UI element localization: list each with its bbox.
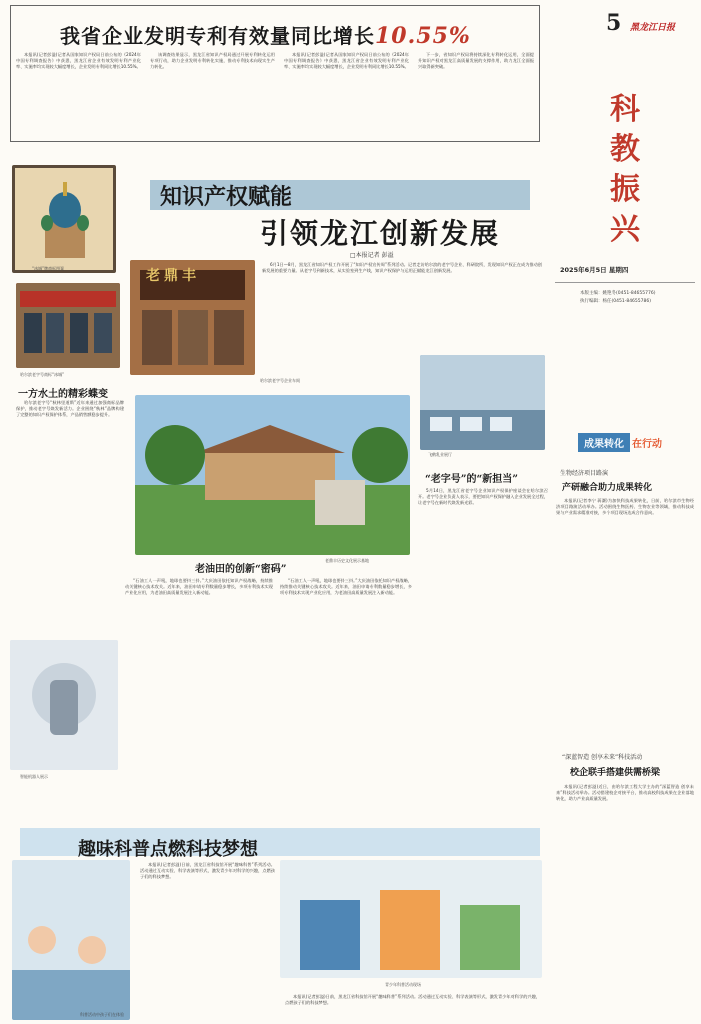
story-title: “老字号”的“新担当” [425, 474, 519, 485]
story-text: 本报讯(记者彭溢)日前，黑龙江省科技馆开展“趣味科普”系列活动。活动通过互动实验、科学表演等形式，激发青少年对科学的兴趣，点燃孩子们的科技梦想。 [285, 994, 540, 1006]
storefront-photo [16, 283, 120, 368]
main-title-line-1: 知识产权赋能 [160, 184, 293, 210]
issue-date: 2025年6月5日 星期四 [560, 266, 629, 274]
photo-caption: 哈尔滨老字号商标“冰城” [20, 372, 65, 377]
photo-caption: 智能机器人展示 [20, 774, 48, 779]
robot-photo [10, 640, 118, 770]
shop-sign-text: 老鼎丰 [146, 268, 200, 284]
science-fair-photo [280, 860, 542, 978]
photo-caption: “冰城”牌商标图案 [32, 266, 65, 271]
photo-caption: 科普活动中孩子们在体验 [80, 1012, 124, 1017]
editor-line: 执行编辑：杨任(0451-84655786) [580, 299, 651, 304]
story-text: “石油工人一声吼，地球也要抖三抖。”大庆油田依托知识产权战略，持续推动关键核心技术攻关。近年来，油田申请专利数量稳步增长，多项专利技术实现产业化应用，为老油田高质量发展注入新动能。 [125, 578, 273, 596]
story-body [556, 784, 694, 1020]
section-title: 科教振兴 [610, 92, 640, 247]
story-body [280, 578, 412, 788]
science-fair-illustration [280, 860, 542, 978]
main-title-line-2: 引领龙江创新发展 [260, 217, 501, 250]
page-number: 5 [606, 10, 622, 36]
top-story-paragraph: 本报讯(记者彭溢)记者从国家知识产权局日前公布的《2024年中国专利调查报告》中获悉，黑龙江省企业有效发明专利产业化率、实施率均实现较大幅度增长，企业发明专利同比增长10.55%。 [16, 52, 141, 70]
top-story-headline-text: 我省企业发明专利有效量同比增长 [60, 24, 375, 48]
badge-label: 成果转化 [578, 433, 630, 452]
bottom-title: 趣味科普点燃科技梦想 [78, 839, 258, 860]
top-story-paragraph: 本报讯(记者彭溢)记者从国家知识产权局日前公布的《2024年中国专利调查报告》中获悉，黑龙江省企业有效发明专利产业化率、实施率均实现较大幅度增长，企业发明专利同比增长10.55%。 [284, 52, 409, 70]
museum-photo [135, 395, 410, 555]
kids-illustration [12, 860, 130, 1020]
badge-accent: 在行动 [632, 439, 662, 450]
onion-dome-icon [15, 168, 113, 270]
storefront-illustration [16, 283, 120, 368]
top-story-column-3 [284, 52, 409, 138]
editor-line: 本版主编：姚艳冬(0451-84655776) [580, 291, 656, 296]
trademark-photo [12, 165, 116, 273]
story-text: 哈尔滨老字号“秋林里道斯”近年来通过加强商标品牌保护，推动老字号焕发新活力。企业围绕“秋林”品牌构建了完整的知识产权保护体系，产品销售额稳步提升。 [16, 400, 124, 418]
story-title: 老油田的创新“密码” [195, 564, 287, 575]
lead-paragraph [262, 262, 542, 362]
story-body [285, 994, 540, 1020]
story-body [140, 862, 275, 1020]
factory-photo [420, 355, 545, 450]
byline: □本报记者 彭溢 [350, 252, 394, 259]
story-body [16, 400, 124, 630]
story-text: 5月14日，黑龙江省老字号企业知识产权保护座谈会在哈尔滨召开。老字号企业负责人表示，要把知识产权保护融入企业发展全过程，让老字号在新时代焕发新光彩。 [418, 488, 548, 506]
photo-caption: 老鼎丰历史文化展示基地 [325, 558, 369, 563]
feature-badge [578, 432, 698, 450]
story-text: 本报讯(记者李宁 蒋灏)为加快科技成果转化，日前，哈尔滨市生物经济项目路演活动举办。活动围绕生物医药、生物农业等领域，推动科技成果与产业需求精准对接，多个项目现场达成合作意向。 [556, 498, 694, 516]
story-text: “石油工人一声吼，地球也要抖三抖。”大庆油田依托知识产权战略，持续推动关键核心技术攻关。近年来，油田申请专利数量稳步增长，多项专利技术实现产业化应用，为老油田高质量发展注入新动能。 [280, 578, 412, 596]
story-kicker: 生物经济项目路演 [560, 470, 609, 477]
editor-credits [580, 290, 656, 306]
top-story-column-1 [16, 52, 141, 138]
lead-text: 6月1日—8月，黑龙江省知识产权工作开展了“知识产权宣传周”系列活动。记者走访哈尔滨的老字号企业、科研院所，发现知识产权正在成为推动创新发展的重要力量。从老字号到新技术，从实验室到生产线，知识产权保护与运用正赋能龙江创新发展。 [262, 262, 542, 274]
top-story-column-2 [150, 52, 275, 138]
top-story-paragraph: 下一步，省知识产权局将持续深化专利转化运用，全面提升知识产权对黑龙江高质量发展的支撑作用，助力龙江全面振兴取得新突破。 [418, 52, 534, 70]
top-story-column-4 [418, 52, 534, 138]
story-text: 本报讯(记者彭溢)日前，黑龙江省科技馆开展“趣味科普”系列活动。活动通过互动实验、科学表演等形式，激发青少年对科学的兴趣，点燃孩子们的科技梦想。 [140, 862, 275, 880]
paper-logo: 黑龙江日报 [630, 23, 676, 33]
story-title: 一方水土的精彩蝶变 [18, 389, 108, 400]
divider [555, 282, 695, 283]
top-story-headline [60, 20, 471, 49]
story-body [418, 488, 548, 788]
story-body [125, 578, 273, 788]
story-title: 校企联手搭建供需桥梁 [570, 768, 661, 778]
museum-illustration [135, 395, 410, 555]
story-body [556, 498, 694, 748]
robot-hand-illustration [10, 640, 118, 770]
photo-caption: 青少年科普活动现场 [385, 982, 421, 987]
top-story-percent: 10.55% [375, 23, 471, 49]
story-title: 产研融合助力成果转化 [562, 483, 653, 493]
photo-caption: 飞鹤乳业展厅 [428, 452, 452, 457]
top-story-paragraph: 该调查结果显示，黑龙江省知识产权局通过开展专利转化运用专项行动，助力企业发明专利转化实施，推动专利技术向现实生产力转化。 [150, 52, 275, 70]
story-kicker: “深蓝智造 创享未来”科技活动 [562, 754, 643, 761]
kids-photo [12, 860, 130, 1020]
story-text: 本报讯(记者彭溢)近日，由哈尔滨工程大学主办的“深蓝智造 创享未来”科技活动举办。活动搭建校企对接平台，推动高校科技成果在企业落地转化，助力产业高质量发展。 [556, 784, 694, 802]
photo-caption: 哈尔滨老字号企业车间 [260, 378, 300, 383]
factory-illustration [420, 355, 545, 450]
